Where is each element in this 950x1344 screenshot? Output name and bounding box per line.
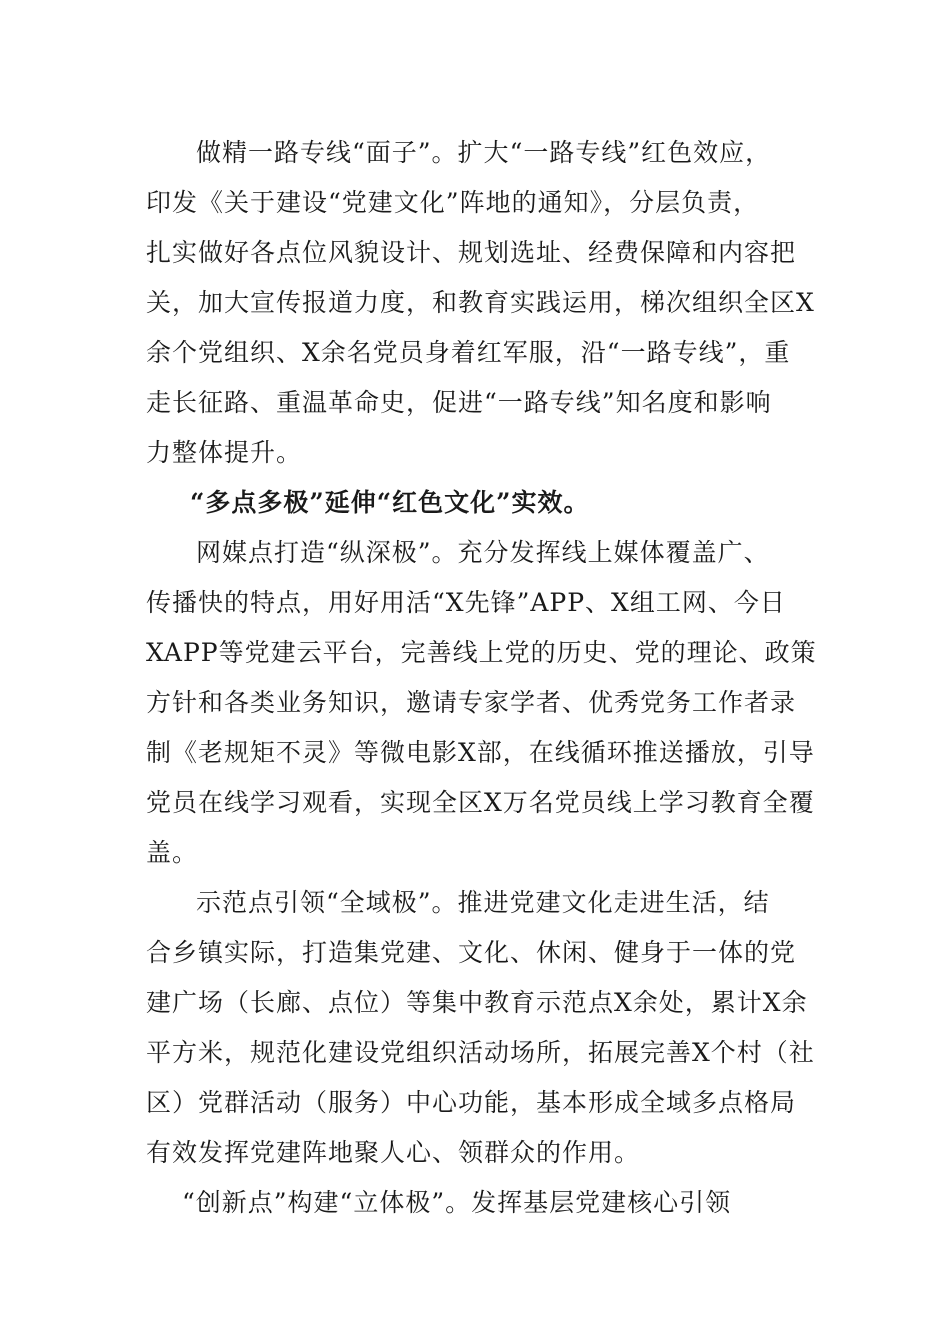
paragraph-3-line-5: 区）党群活动（服务）中心功能，基本形成全域多点格局: [146, 1088, 797, 1117]
paragraph-1-line-4: 关，加大宣传报道力度，和教育实践运用，梯次组织全区X: [146, 288, 815, 317]
paragraph-2-line-1: 网媒点打造“纵深极”。充分发挥线上媒体覆盖广、: [196, 538, 770, 567]
paragraph-1-line-2: 印发《关于建设“党建文化”阵地的通知》，分层负责，: [146, 188, 760, 217]
paragraph-3-line-3: 建广场（长廊、点位）等集中教育示范点X余处，累计X余: [146, 988, 808, 1017]
paragraph-3-line-2: 合乡镇实际，打造集党建、文化、休闲、健身于一体的党: [146, 938, 797, 967]
paragraph-2-line-6: 党员在线学习观看，实现全区X万名党员线上学习教育全覆: [146, 788, 815, 817]
section-heading: “多点多极”延伸“红色文化”实效。: [190, 488, 590, 517]
paragraph-1-line-6: 走长征路、重温革命史，促进“一路专线”知名度和影响: [146, 388, 772, 417]
paragraph-4-line-1: “创新点”构建“立体极”。发挥基层党建核心引领: [182, 1188, 732, 1217]
paragraph-3-line-6: 有效发挥党建阵地聚人心、领群众的作用。: [146, 1138, 641, 1167]
paragraph-2-line-4: 方针和各类业务知识，邀请专家学者、优秀党务工作者录: [146, 688, 797, 717]
paragraph-3-line-1: 示范点引领“全域极”。推进党建文化走进生活，结: [196, 888, 770, 917]
paragraph-2-line-3: XAPP等党建云平台，完善线上党的历史、党的理论、政策: [146, 638, 817, 667]
paragraph-1-line-5: 余个党组织、X余名党员身着红军服，沿“一路专线”，重: [146, 338, 791, 367]
paragraph-2-line-7: 盖。: [146, 838, 199, 867]
paragraph-1-line-1: 做精一路专线“面子”。扩大“一路专线”红色效应，: [196, 138, 772, 167]
paragraph-2-line-2: 传播快的特点，用好用活“X先锋”APP、X组工网、今日: [146, 588, 786, 617]
paragraph-1-line-7: 力整体提升。: [146, 438, 303, 467]
paragraph-3-line-4: 平方米，规范化建设党组织活动场所，拓展完善X个村（社: [146, 1038, 815, 1067]
paragraph-1-line-3: 扎实做好各点位风貌设计、规划选址、经费保障和内容把: [146, 238, 797, 267]
paragraph-2-line-5: 制《老规矩不灵》等微电影X部，在线循环推送播放，引导: [146, 738, 815, 767]
